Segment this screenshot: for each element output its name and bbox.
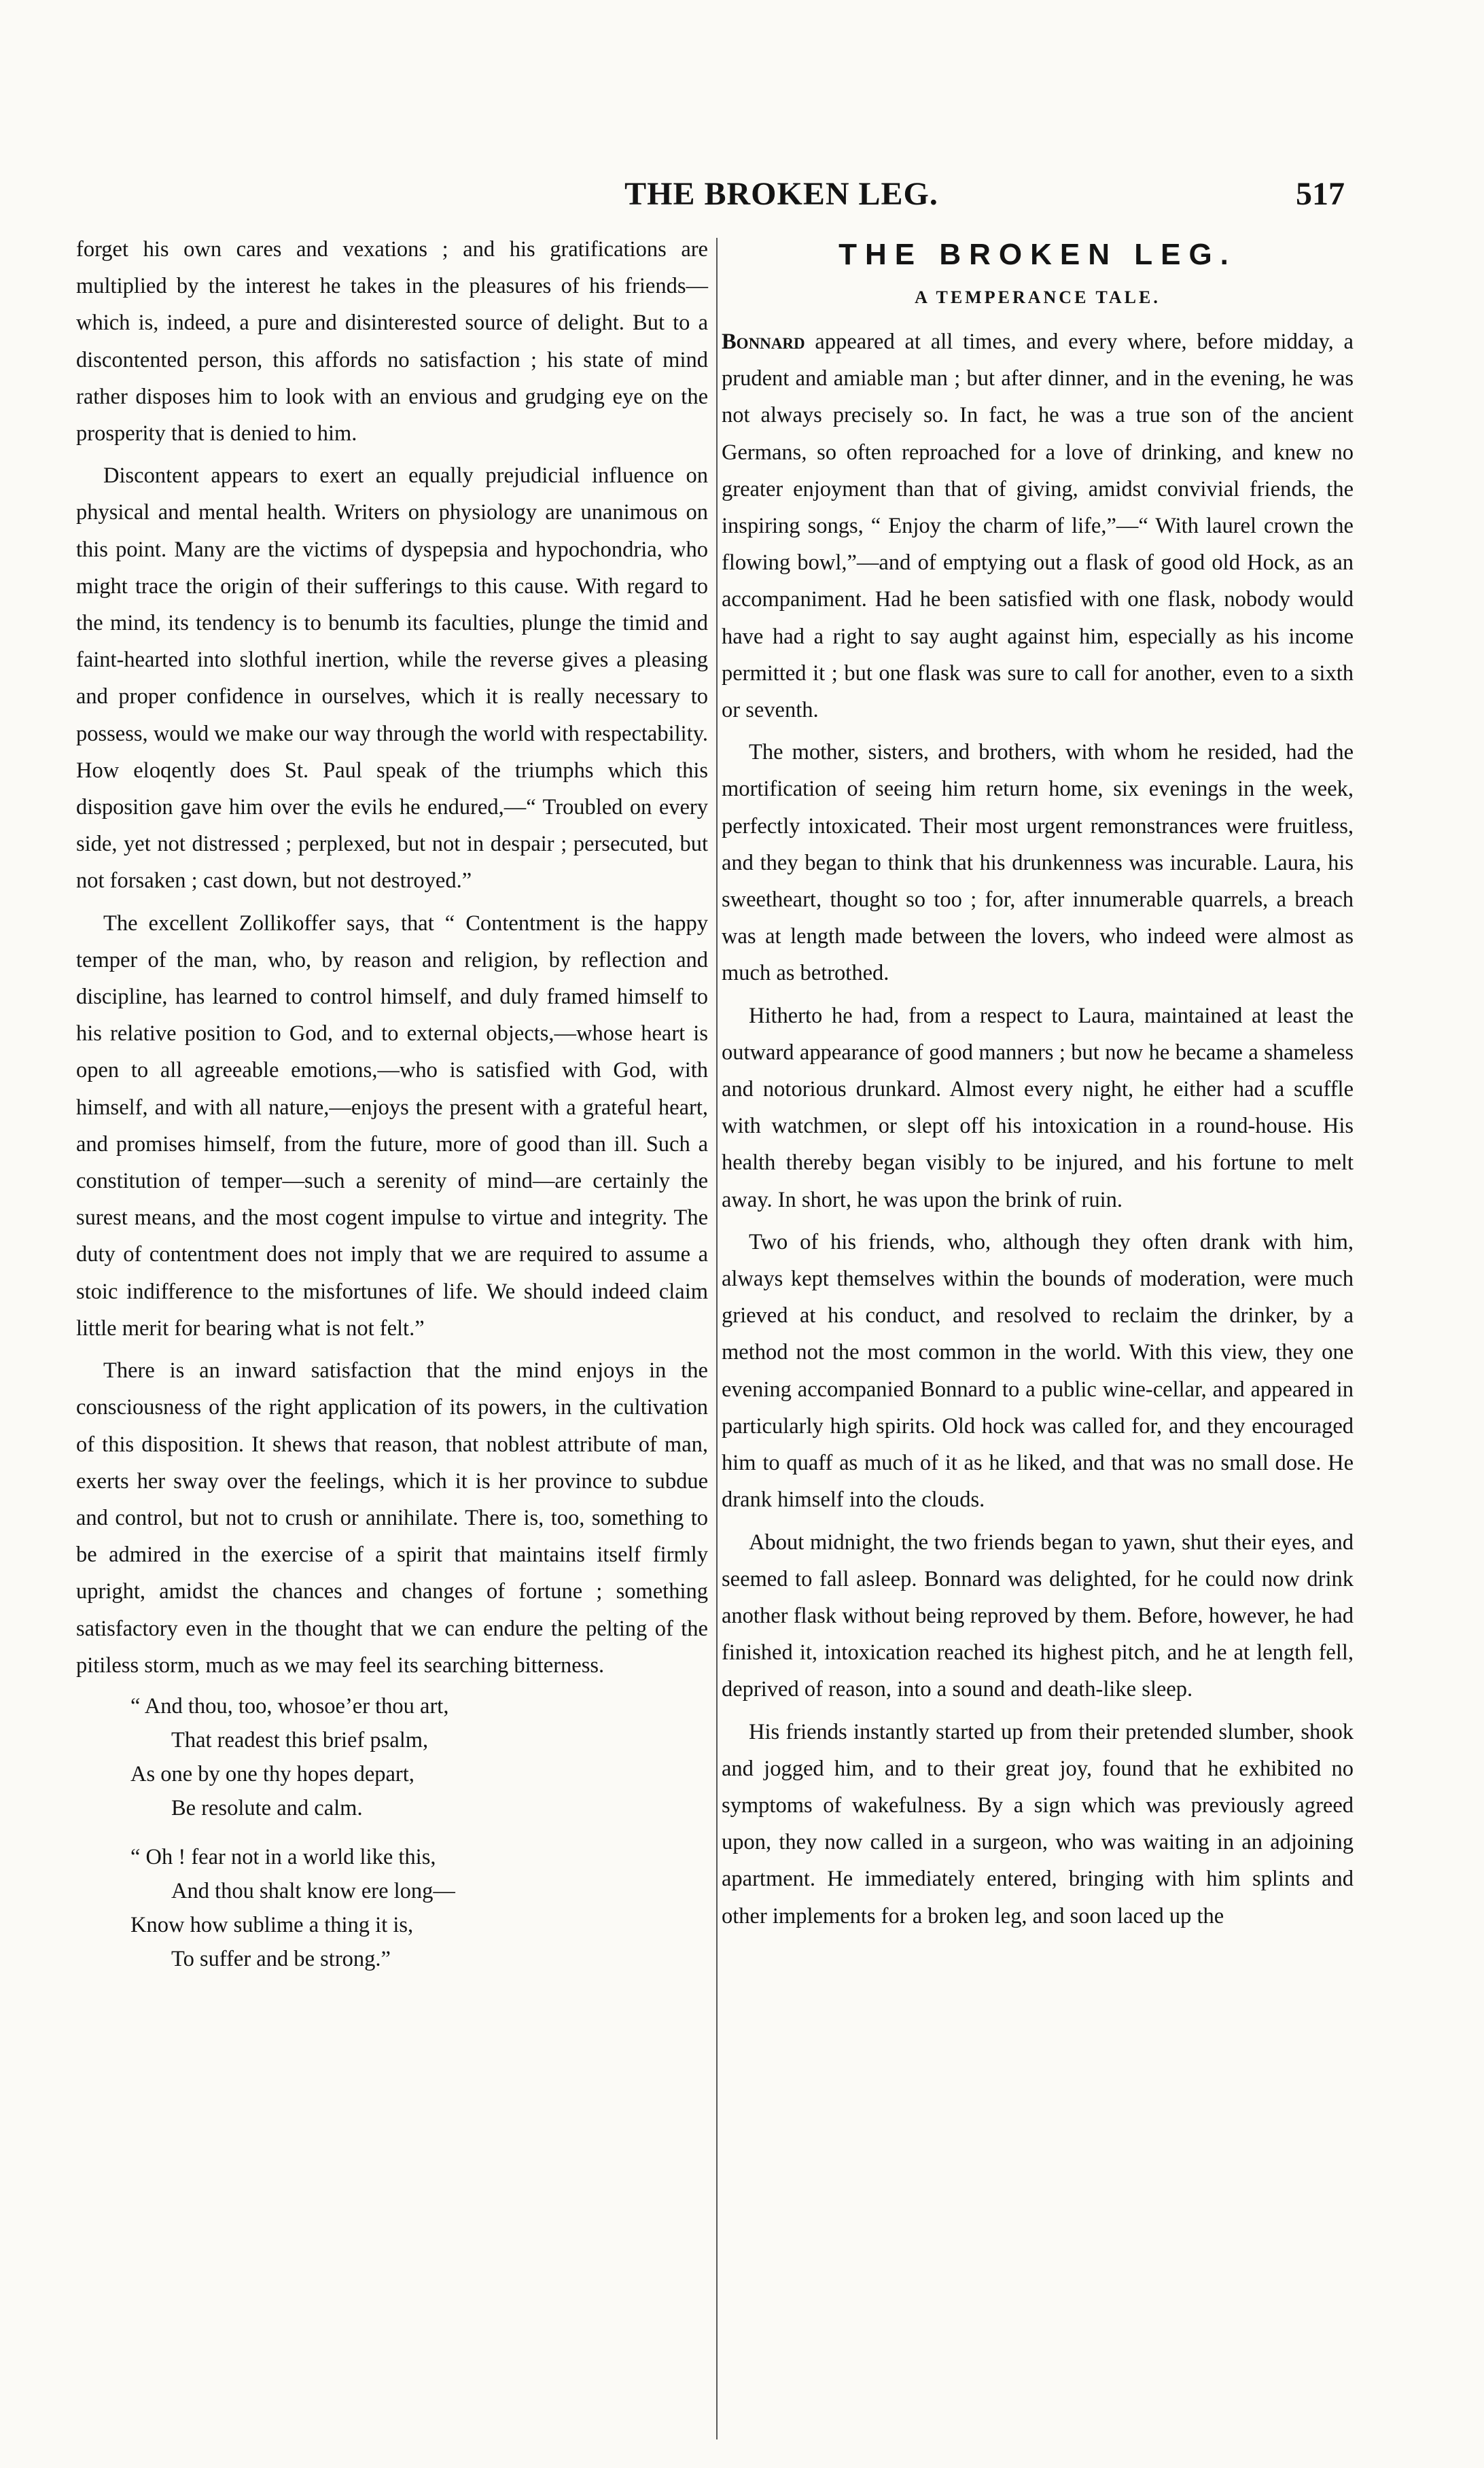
- poem: [76, 1689, 708, 1976]
- column-divider: [716, 238, 718, 2439]
- poem-stanza: [76, 1840, 708, 1976]
- poem-line: Be resolute and calm.: [171, 1795, 363, 1820]
- left-column: [76, 231, 708, 1991]
- paragraph: Two of his friends, who, although they often drank with him, always kept themselves within the bounds of moderation, were much grieved at his conduct, and resolved to reclaim the drinker, by a method not the most common in the world. With this view, they one evening accompanied Bonnard to a public wine-cellar, and appeared in particularly high spirits. Old hock was called for, and they encouraged him to quaff as much of it as he liked, and that was no small dose. He drank himself into the clouds.: [722, 1229, 1354, 1513]
- poem-line: That readest this brief psalm,: [171, 1727, 429, 1752]
- poem-line: “ Oh ! fear not in a world like this,: [130, 1844, 436, 1869]
- story-subtitle: A TEMPERANCE TALE.: [915, 287, 1161, 307]
- paragraph: The mother, sisters, and brothers, with whom he resided, had the mortification of seeing him return home, six evenings in the week, perfectly intoxicated. Their most urgent remonstrances were fruitless, and they began to think that his drunkenness was incurable. Laura, his sweetheart, thought so too ; for, after innumerable quarrels, a breach was at length made between the lovers, who indeed were almost as much as betrothed.: [722, 740, 1354, 986]
- paragraph: [722, 323, 1354, 728]
- poem-line: “ And thou, too, whosoe’er thou art,: [130, 1693, 449, 1718]
- poem-line: And thou shalt know ere long—: [171, 1878, 455, 1903]
- poem-line: Know how sublime a thing it is,: [130, 1912, 414, 1937]
- paragraph: Hitherto he had, from a respect to Laura, maintained at least the outward appearance of good manners ; but now he became a shameless and notorious drunkard. Almost every night, he either had a scuffle with watchmen, or slept off his intoxication in a round-house. His health thereby began visibly to be injured, and his fortune to melt away. In short, he was upon the brink of ruin.: [722, 1003, 1354, 1212]
- paragraph: About midnight, the two friends began to yawn, shut their eyes, and seemed to fall asleep. Bonnard was delighted, for he could now drink another flask without being reproved by them. Before, however, he had finished it, intoxication reached its highest pitch, and he at length fell, deprived of reason, into a sound and death-like sleep.: [722, 1530, 1354, 1702]
- page-number: 517: [1296, 176, 1345, 212]
- poem-line: As one by one thy hopes depart,: [130, 1761, 414, 1786]
- paragraph: forget his own cares and vexations ; and his gratifications are multiplied by the interest he takes in the pleasures of his friends—which is, indeed, a pure and disinterested source of delight. But to a discontented person, this affords no satisfaction ; his state of mind rather disposes him to look with an envious and grudging eye on the prosperity that is denied to him.: [76, 237, 708, 446]
- poem-line: To suffer and be strong.”: [171, 1946, 391, 1971]
- paragraph: His friends instantly started up from their pretended slumber, shook and jogged him, and to their great joy, found that he exhibited no symptoms of wakefulness. By a sign which was previously agreed upon, they now called in a surgeon, who was waiting in an adjoining apartment. He immediately entered, bringing with him splints and other implements for a broken leg, and soon laced up the: [722, 1719, 1354, 1928]
- story-title: THE BROKEN LEG.: [838, 238, 1237, 271]
- running-title: THE BROKEN LEG.: [624, 176, 938, 212]
- paragraph: The excellent Zollikoffer says, that “ Contentment is the happy temper of the man, who, by reason and religion, by reflection and discipline, has learned to control himself, and duly framed himself to his relative position to God, and to external objects,—whose heart is open to all agreeable emotions,—who is satisfied with God, with himself, and with all nature,—enjoys the present with a grateful heart, and promises himself, from the future, more of good than ill. Such a constitution of temper—such a serenity of mind—are certainly the surest means, and the most cogent impulse to virtue and integrity. The duty of contentment does not imply that we are required to assume a stoic indifference to the misfortunes of life. We should indeed claim little merit for bearing what is not felt.”: [76, 911, 708, 1341]
- paragraph-text: appeared at all times, and every where, before midday, a prudent and amiable man ; but after dinner, and in the evening, he was not always precisely so. In fact, he was a true son of the ancient Germans, so often reproached for a love of drinking, and knew no greater enjoyment than that of giving, amidst convivial friends, the inspiring songs, “ Enjoy the charm of life,”—“ With laurel crown the flowing bowl,”—and of emptying out a flask of good old Hock, as an accompaniment. Had he been satisfied with one flask, nobody would have had a right to say aught against him, especially as his income permitted it ; but one flask was sure to call for another, even to a sixth or seventh.: [722, 330, 1354, 723]
- right-column: [722, 231, 1354, 1940]
- paragraph: Discontent appears to exert an equally prejudicial influence on physical and mental health. Writers on physiology are unanimous on this point. Many are the victims of dyspepsia and hypochondria, who might trace the origin of their sufferings to this cause. With regard to the mind, its tendency is to benumb its faculties, plunge the timid and faint-hearted into slothful inertion, while the reverse gives a pleasing and proper confidence in ourselves, which it is really necessary to possess, would we make our way through the world with respectability. How eloqently does St. Paul speak of the triumphs which this disposition gave him over the evils he endured,—“ Troubled on every side, yet not distressed ; perplexed, but not in despair ; persecuted, but not forsaken ; cast down, but not destroyed.”: [76, 463, 708, 894]
- paragraph: There is an inward satisfaction that the mind enjoys in the consciousness of the right application of its powers, in the cultivation of this disposition. It shews that reason, that noblest attribute of man, exerts her sway over the feelings, which it is her province to subdue and control, but not to crush or annihilate. There is, too, something to be admired in the exercise of a spirit that maintains itself firmly upright, amidst the chances and changes of fortune ; something satisfactory even in the thought that we can endure the pelting of the pitiless storm, much as we may feel its searching bitterness.: [76, 1358, 708, 1678]
- lead-word: Bonnard: [722, 330, 805, 354]
- poem-stanza: [76, 1689, 708, 1825]
